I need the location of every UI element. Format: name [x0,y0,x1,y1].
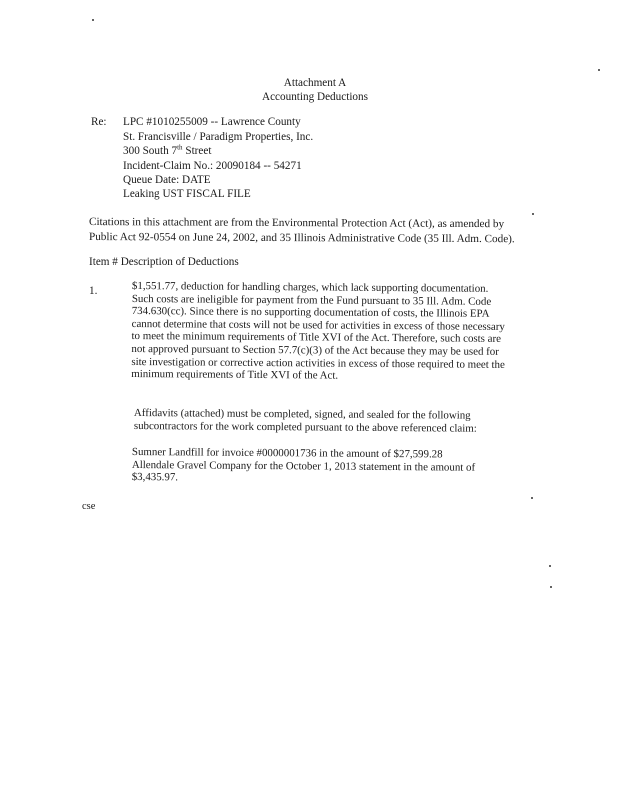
re-street [123,145,211,158]
para-line: cannot determine that costs will not be used for activities in excess of those necessary [131,317,505,333]
para-line: Affidavits (attached) must be completed, signed, and sealed for the following [133,407,471,422]
attachment-title: Attachment A [283,77,347,89]
preparer-initials: cse [82,501,96,512]
para-line: subcontractors for the work completed pursuant to the above referenced claim: [133,419,477,435]
subcontractor-line: $3,435.97. [131,471,179,484]
item-1-para-2 [134,407,534,435]
scan-speck [598,69,600,71]
re-lpc: LPC #1010255009 -- Lawrence County [123,116,301,128]
scan-speck [531,497,533,499]
item-1-para-1 [131,280,552,384]
re-queue-date: Queue Date: DATE [123,174,211,186]
para-line: not approved pursuant to Section 57.7(c)(3) of the Act because they may be used for [131,342,499,358]
para-line: Such costs are ineligible for payment from the Fund pursuant to 35 Ill. Adm. Code [131,292,492,308]
re-company: St. Francisville / Paradigm Properties, Inc. [123,131,314,143]
re-street-suffix: th [177,143,183,152]
re-label: Re: [91,116,107,128]
scan-speck [532,213,534,215]
para-line: $1,551.77, deduction for handling charges, which lack supporting documentation. [131,280,489,295]
para-line: minimum requirements of Title XVI of the Act. [131,368,339,382]
re-file: Leaking UST FISCAL FILE [123,188,251,200]
item-header: Item # Description of Deductions [89,256,239,268]
para-line: site investigation or corrective action activities in excess of those required to meet the [131,355,505,371]
re-incident: Incident-Claim No.: 20090184 -- 54271 [123,160,302,172]
scan-speck [92,19,94,21]
citations-line-2: Public Act 92-0554 on June 24, 2002, and 35 Illinois Administrative Code (35 Ill. Adm. Code). [88,231,515,246]
scan-speck [550,586,552,588]
attachment-subtitle: Accounting Deductions [262,91,368,103]
re-street-name: Street [182,145,212,157]
citations-line-1: Citations in this attachment are from the Environmental Protection Act (Act), as amended by [88,216,505,231]
re-street-number: 300 South 7 [123,145,178,157]
subcontractor-line: Allendale Gravel Company for the October 1, 2013 statement in the amount of [131,458,476,474]
para-line: 734.630(cc). Since there is no supporting documentation of costs, the Illinois EPA [131,305,490,320]
item-number: 1. [89,285,98,297]
para-line: to meet the minimum requirements of Title XVI of the Act. Therefore, such costs are [131,330,501,346]
scan-speck [549,565,551,567]
subcontractor-line: Sumner Landfill for invoice #0000001736 in the amount of $27,599.28 [131,446,443,461]
item-1-para-3 [132,446,532,487]
